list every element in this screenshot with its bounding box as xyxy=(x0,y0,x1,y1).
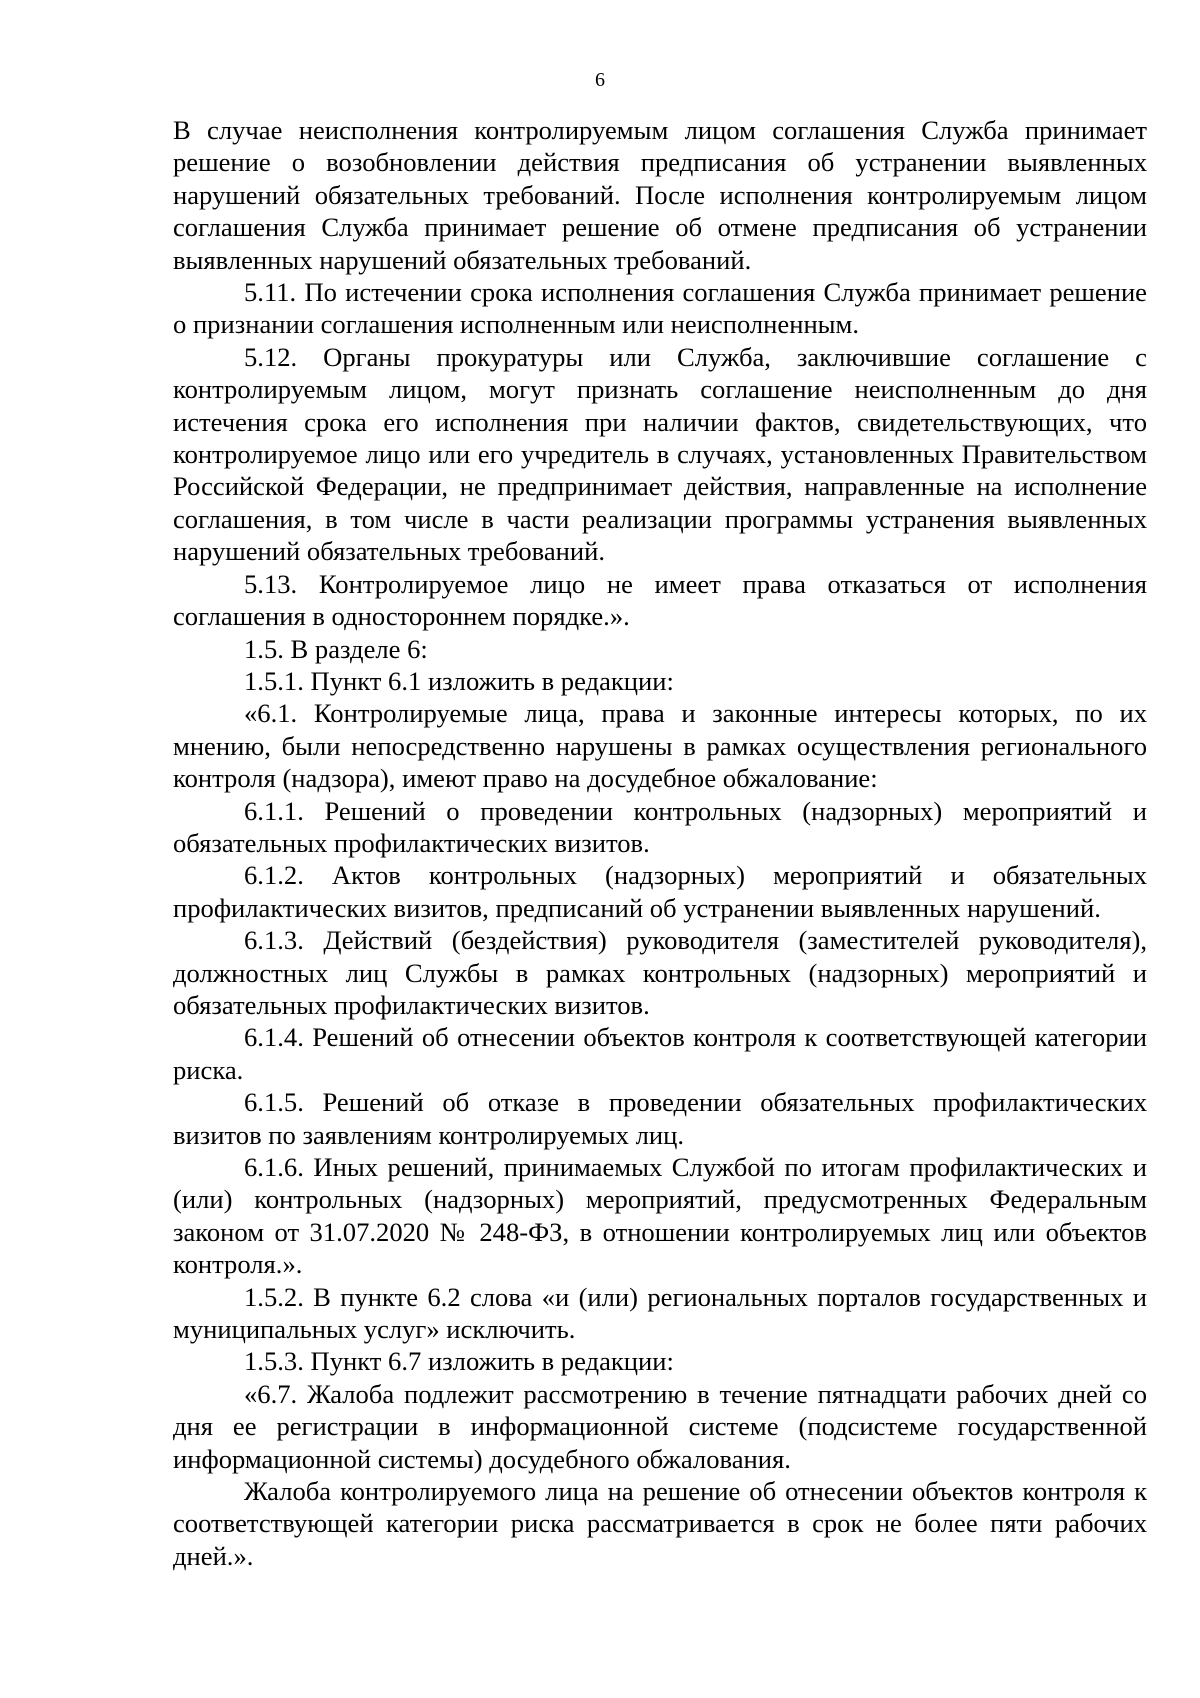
paragraph-6-1-4: 6.1.4. Решений об отнесении объектов контроля к соответствующей категории риска. xyxy=(173,1022,1147,1085)
paragraph-5-13: 5.13. Контролируемое лицо не имеет права отказаться от исполнения соглашения в одностороннем порядке.». xyxy=(173,568,1147,632)
page-number: 6 xyxy=(595,69,605,91)
document-body xyxy=(173,114,1147,1572)
paragraph-1-5: 1.5. В разделе 6: xyxy=(244,633,428,664)
paragraph-5-12: 5.12. Органы прокуратуры или Служба, заключившие соглашение с контролируемым лицом, могут признать соглашение неисполненным до дня истечения срока его исполнения при наличии фактов, свидетельствующих, что контролируемое лицо или его учредитель в случаях, установленных Правительством Российской Федерации, не предпринимает действия, направленные на исполнение соглашения, в том числе в части реализации программы устранения выявленных нарушений обязательных требований. xyxy=(173,341,1147,567)
paragraph-6-1: «6.1. Контролируемые лица, права и законные интересы которых, по их мнению, были непосредственно нарушены в рамках осуществления регионального контроля (надзора), имеют право на досудебное обжалование: xyxy=(173,698,1147,794)
paragraph-non-fulfillment: В случае неисполнения контролируемым лицом соглашения Служба принимает решение о возобновлении действия предписания об устранении выявленных нарушений обязательных требований. После исполнения контролируемым лицом соглашения Служба принимает решение об отмене предписания об устранении выявленных нарушений обязательных требований. xyxy=(173,115,1147,275)
paragraph-6-1-3: 6.1.3. Действий (бездействия) руководителя (заместителей руководителя), должностных лиц Службы в рамках контрольных (надзорных) мероприятий и обязательных профилактических визитов. xyxy=(173,925,1147,1020)
paragraph-1-5-2: 1.5.2. В пункте 6.2 слова «и (или) региональных порталов государственных и муниципальных услуг» исключить. xyxy=(173,1281,1147,1345)
paragraph-6-1-6: 6.1.6. Иных решений, принимаемых Службой по итогам профилактических и (или) контрольных (надзорных) мероприятий, предусмотренных Федеральным законом от 31.07.2020 № 248-ФЗ, в отношении контролируемых лиц или объектов контроля.». xyxy=(173,1152,1147,1280)
paragraph-6-7: «6.7. Жалоба подлежит рассмотрению в течение пятнадцати рабочих дней со дня ее регистрации в информационной системе (подсистеме государственной информационной системы) досудебного обжалования. xyxy=(173,1378,1147,1474)
paragraph-complaint-risk: Жалоба контролируемого лица на решение об отнесении объектов контроля к соответствующей категории риска рассматривается в срок не более пяти рабочих дней.». xyxy=(173,1476,1147,1571)
paragraph-5-11: 5.11. По истечении срока исполнения соглашения Служба принимает решение о признании соглашения исполненным или неисполненным. xyxy=(173,277,1147,340)
paragraph-6-1-5: 6.1.5. Решений об отказе в проведении обязательных профилактических визитов по заявлениям контролируемых лиц. xyxy=(173,1087,1147,1150)
paragraph-1-5-3: 1.5.3. Пункт 6.7 изложить в редакции: xyxy=(244,1346,674,1377)
paragraph-1-5-1: 1.5.1. Пункт 6.1 изложить в редакции: xyxy=(244,665,674,696)
paragraph-6-1-2: 6.1.2. Актов контрольных (надзорных) мероприятий и обязательных профилактических визитов, предписаний об устранении выявленных нарушений. xyxy=(173,860,1147,923)
paragraph-6-1-1: 6.1.1. Решений о проведении контрольных (надзорных) мероприятий и обязательных профилактических визитов. xyxy=(173,795,1147,858)
